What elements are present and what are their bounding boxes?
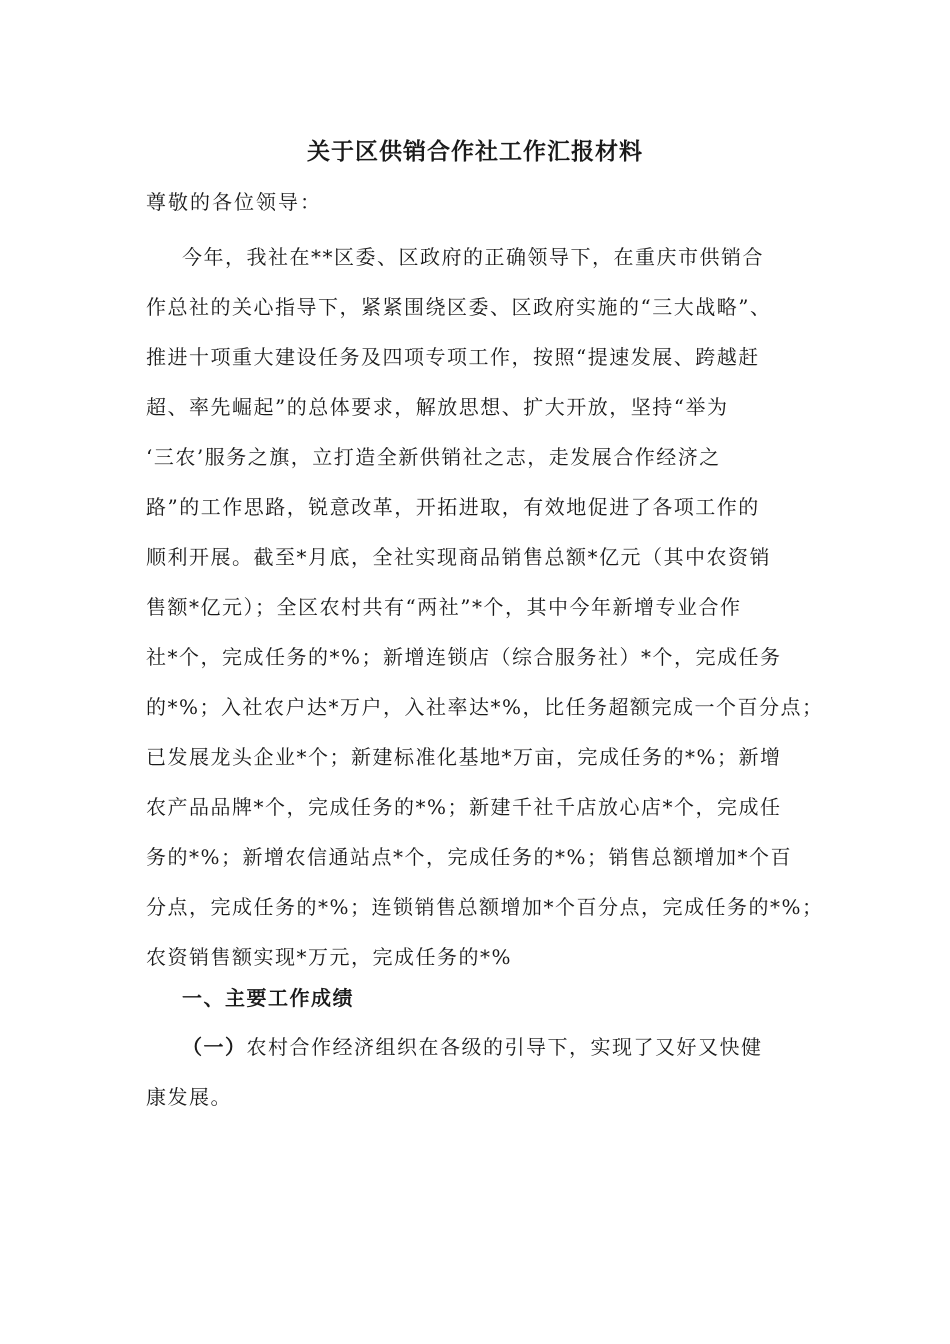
salutation: 尊敬的各位领导： [146, 190, 322, 214]
paragraph-line: 超、率先崛起”的总体要求，解放思想、扩大开放，坚持“举为 [146, 395, 729, 419]
paragraph-line: 路”的工作思路，锐意改革，开拓进取，有效地促进了各项工作的 [146, 495, 760, 519]
paragraph-line: 务的*%；新增农信通站点*个，完成任务的*%；销售总额增加*个百 [146, 845, 793, 869]
section-heading: 一、主要工作成绩 [182, 986, 354, 1010]
paragraph-line: 分点，完成任务的*%；连锁销售总额增加*个百分点，完成任务的*%； [146, 895, 824, 919]
intro-paragraph [146, 232, 826, 982]
paragraph-line: 推进十项重大建设任务及四项专项工作，按照“提速发展、跨越赶 [146, 345, 760, 369]
paragraph-line: 康发展。 [146, 1085, 232, 1109]
paragraph-line: 社*个，完成任务的*%；新增连锁店（综合服务社）*个，完成任务 [146, 645, 782, 669]
subsection-text: 农村合作经济组织在各级的引导下，实现了又好又快健 [246, 1035, 763, 1059]
paragraph-line: 的*%；入社农户达*万户，入社率达*%，比任务超额完成一个百分点； [146, 695, 824, 719]
paragraph-line: 顺利开展。截至*月底，全社实现商品销售总额*亿元（其中农资销 [146, 545, 771, 569]
paragraph-line: 今年，我社在**区委、区政府的正确领导下，在重庆市供销合 [182, 245, 764, 269]
paragraph-line: 农资销售额实现*万元，完成任务的*% [146, 945, 513, 969]
paragraph-line [146, 1022, 826, 1072]
paragraph-line: 农产品品牌*个，完成任务的*%；新建千社千店放心店*个，完成任 [146, 795, 782, 819]
paragraph-line: 已发展龙头企业*个；新建标准化基地*万亩，完成任务的*%；新增 [146, 745, 782, 769]
paragraph-line: ‘三农’服务之旗，立打造全新供销社之志，走发展合作经济之 [146, 445, 721, 469]
subsection-paragraph [146, 1022, 826, 1122]
document-title: 关于区供销合作社工作汇报材料 [307, 138, 643, 165]
paragraph-line: 售额*亿元）；全区农村共有“两社”*个，其中今年新增专业合作 [146, 595, 742, 619]
paragraph-line: 作总社的关心指导下，紧紧围绕区委、区政府实施的“三大战略”、 [146, 295, 772, 319]
subsection-label: （一） [182, 1035, 247, 1059]
